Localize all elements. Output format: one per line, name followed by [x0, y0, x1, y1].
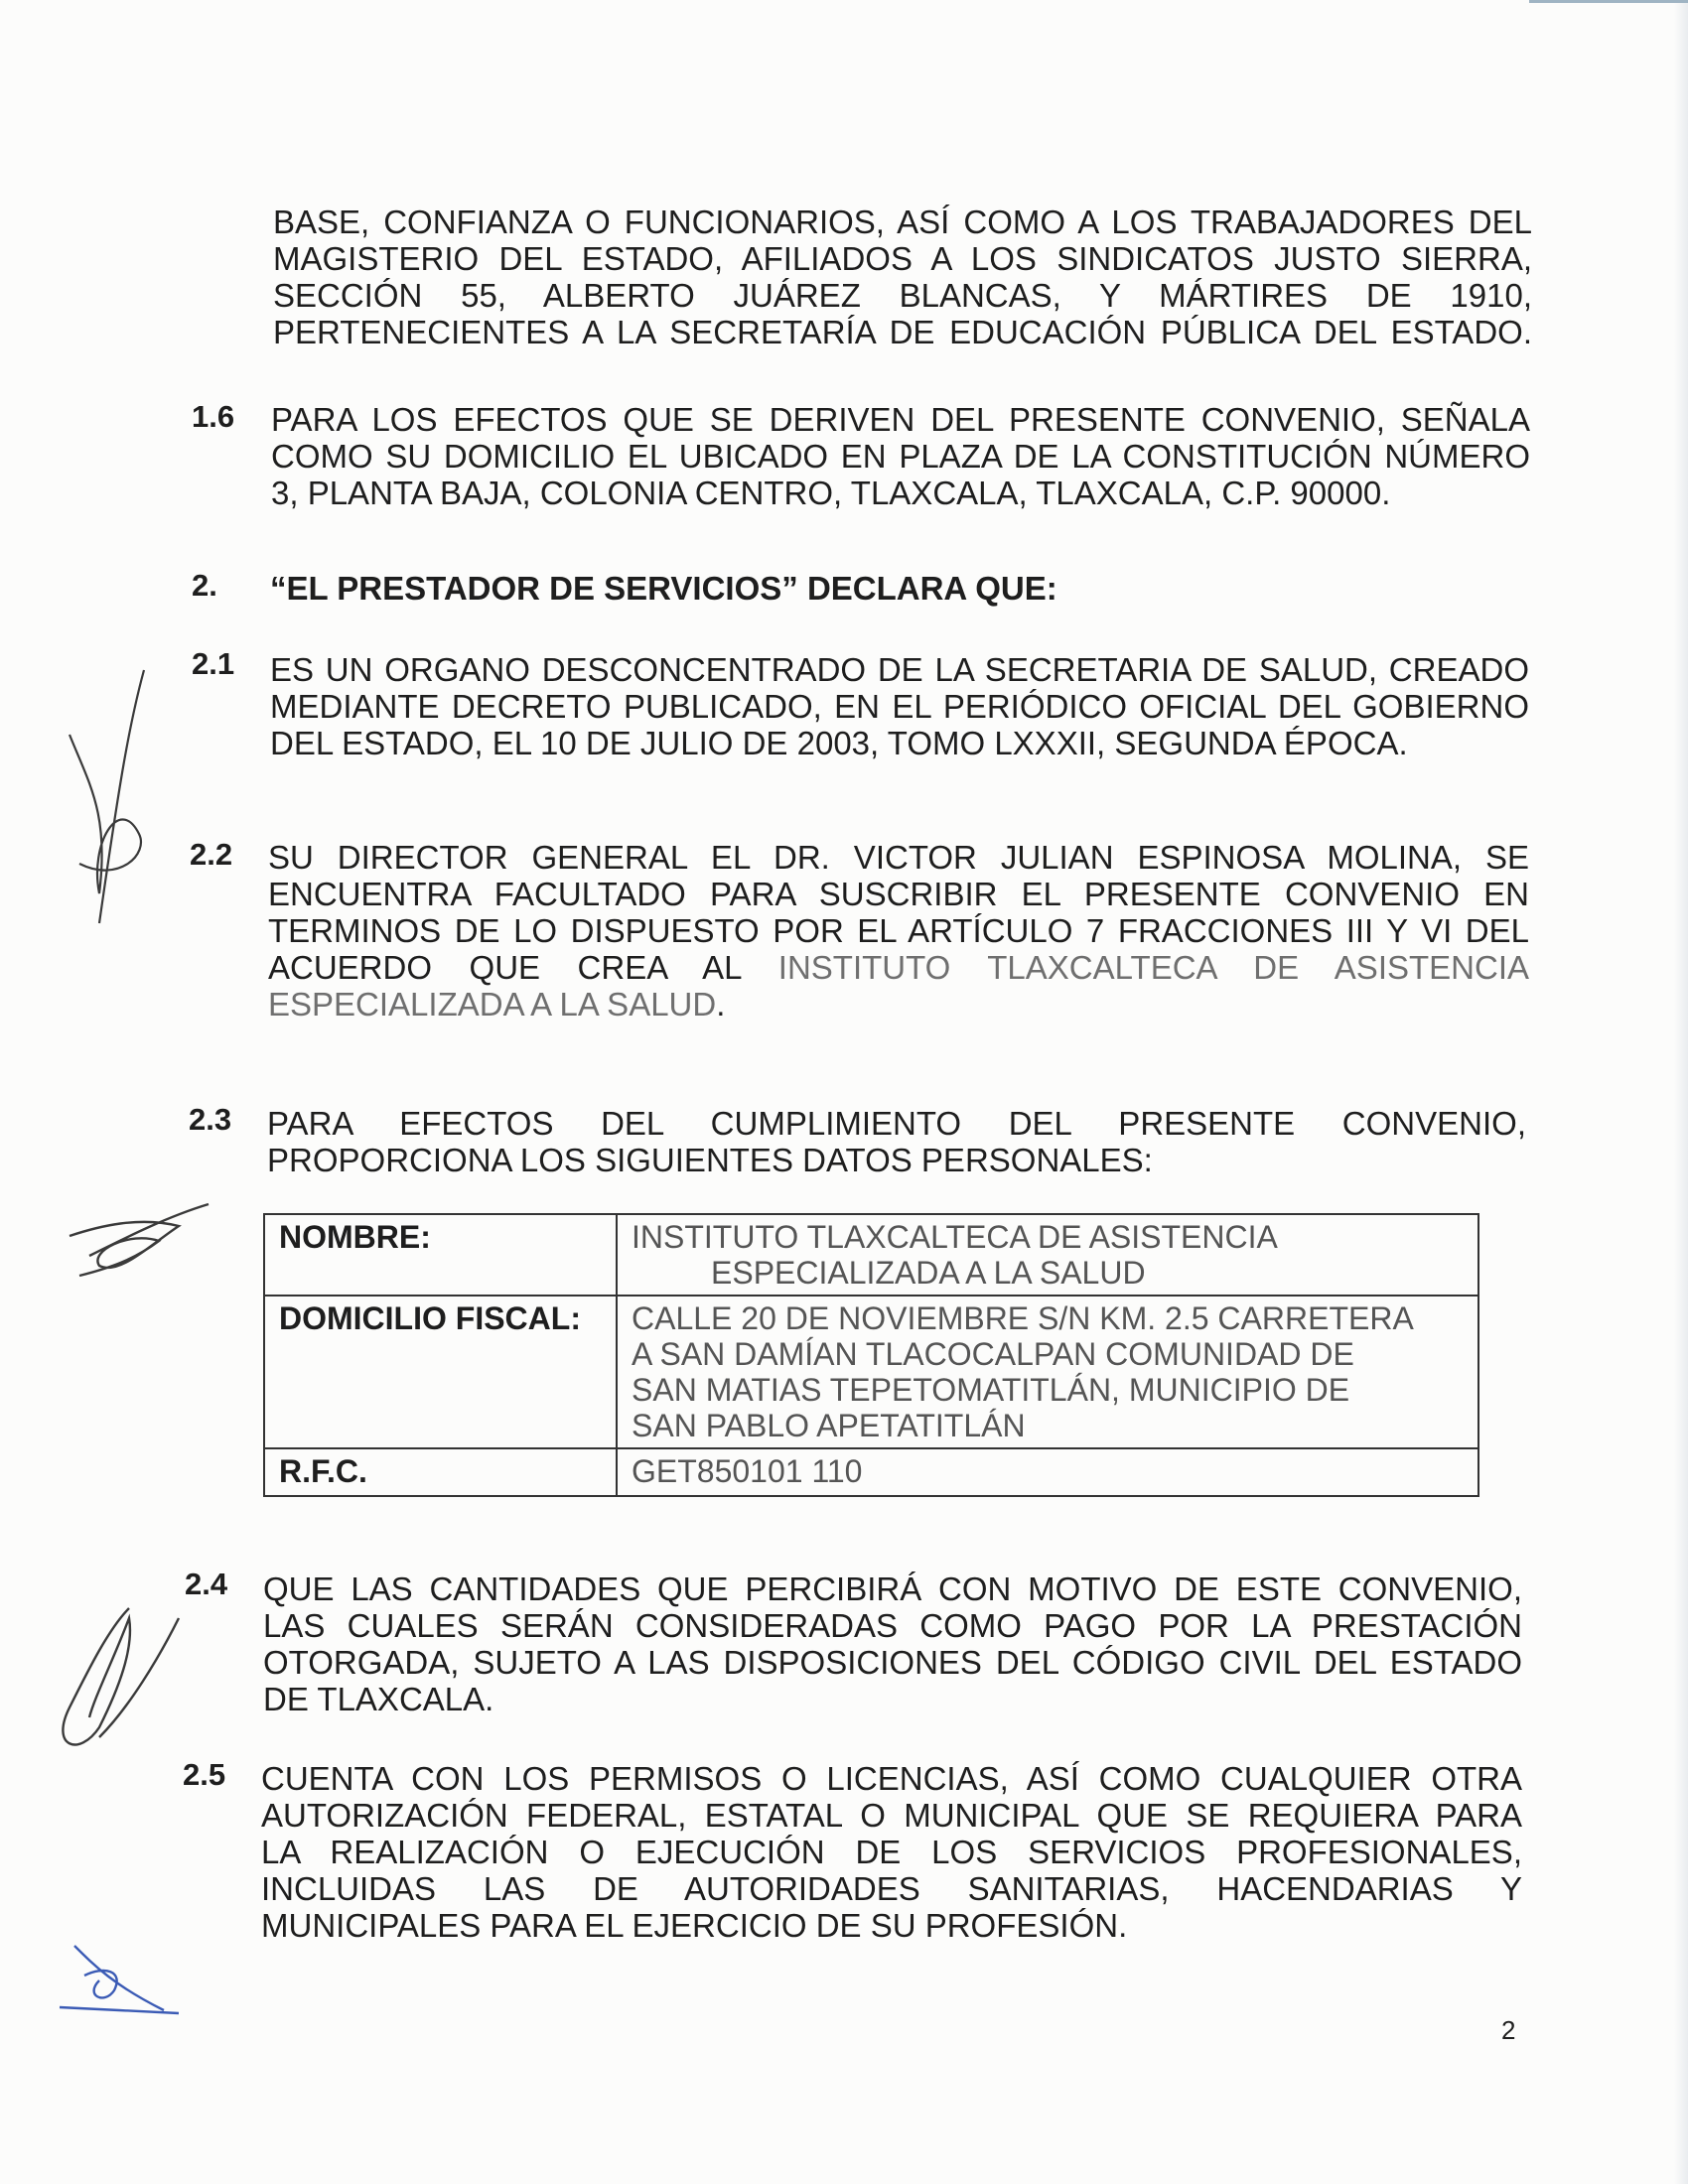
value-line: SAN PABLO APETATITLÁN [632, 1408, 1026, 1443]
text-line: 3, PLANTA BAJA, COLONIA CENTRO, TLAXCALA, TLAXCALA, C.P. 90000. [271, 475, 1391, 511]
table-label: NOMBRE: [264, 1214, 617, 1296]
clause-number-1-6: 1.6 [192, 399, 235, 434]
section-2-heading: “EL PRESTADOR DE SERVICIOS” DECLARA QUE: [270, 570, 1057, 607]
institute-name-fragment: INSTITUTO TLAXCALTECA DE ASISTENCIA [777, 949, 1530, 986]
text-fragment: ACUERDO QUE CREA AL [268, 949, 742, 986]
value-line: SAN MATIAS TEPETOMATITLÁN, MUNICIPIO DE [632, 1372, 1350, 1408]
text-line: OTORGADA, SUJETO A LAS DISPOSICIONES DEL CÓDIGO CIVIL DEL ESTADO [263, 1644, 1522, 1681]
text-line: MEDIANTE DECRETO PUBLICADO, EN EL PERIÓDICO OFICIAL DEL GOBIERNO [270, 688, 1529, 725]
text-line: DE TLAXCALA. [263, 1681, 494, 1717]
text-line: INCLUIDAS LAS DE AUTORIDADES SANITARIAS, HACENDARIAS Y [261, 1870, 1522, 1907]
signature-initial-3 [40, 1588, 199, 1757]
value-line: A SAN DAMÍAN TLACOCALPAN COMUNIDAD DE [632, 1336, 1354, 1372]
text-line: COMO SU DOMICILIO EL UBICADO EN PLAZA DE LA CONSTITUCIÓN NÚMERO [271, 438, 1530, 475]
text-line: BASE, CONFIANZA O FUNCIONARIOS, ASÍ COMO A LOS TRABAJADORES DEL [273, 204, 1532, 240]
section-number-2: 2. [192, 568, 217, 603]
text-line: MAGISTERIO DEL ESTADO, AFILIADOS A LOS SINDICATOS JUSTO SIERRA, [273, 240, 1532, 277]
text-line: ENCUENTRA FACULTADO PARA SUSCRIBIR EL PRESENTE CONVENIO EN [268, 876, 1529, 912]
table-value [617, 1214, 1478, 1296]
text-line: CUENTA CON LOS PERMISOS O LICENCIAS, ASÍ COMO CUALQUIER OTRA [261, 1760, 1522, 1797]
value-line: ESPECIALIZADA A LA SALUD [711, 1255, 1146, 1291]
table-label: R.F.C. [264, 1448, 617, 1496]
scan-top-mark [1529, 0, 1688, 3]
institute-name-fragment: ESPECIALIZADA A LA SALUD [268, 986, 717, 1023]
clause-number-2-3: 2.3 [189, 1102, 232, 1137]
clause-2-3-text [267, 1105, 1526, 1178]
text-line: PARA EFECTOS DEL CUMPLIMIENTO DEL PRESENTE CONVENIO, [267, 1105, 1526, 1142]
clause-2-4-text [263, 1570, 1522, 1717]
clause-1-6-text [271, 401, 1530, 511]
clause-number-2-4: 2.4 [185, 1567, 228, 1601]
value-line: GET850101 110 [632, 1453, 863, 1489]
clause-number-2-5: 2.5 [183, 1757, 226, 1792]
table-row [264, 1296, 1478, 1448]
intro-paragraph [273, 204, 1532, 350]
text-line: SECCIÓN 55, ALBERTO JUÁREZ BLANCAS, Y MÁRTIRES DE 1910, [273, 277, 1532, 314]
table-row [264, 1448, 1478, 1496]
table-label: DOMICILIO FISCAL: [264, 1296, 617, 1448]
clause-number-2-1: 2.1 [192, 646, 235, 681]
value-line: CALLE 20 DE NOVIEMBRE S/N KM. 2.5 CARRETERA [632, 1300, 1414, 1336]
text-line [268, 986, 1529, 1023]
clause-2-1-text [270, 651, 1529, 761]
clause-2-5-text [261, 1760, 1522, 1944]
table-value [617, 1296, 1478, 1448]
value-line: INSTITUTO TLAXCALTECA DE ASISTENCIA [632, 1219, 1278, 1255]
table-row [264, 1214, 1478, 1296]
signature-initial-2 [60, 1196, 218, 1286]
clause-number-2-2: 2.2 [190, 837, 233, 872]
page-number: 2 [1501, 2015, 1516, 2045]
signature-initial-4 [55, 1936, 194, 2025]
text-line: PERTENECIENTES A LA SECRETARÍA DE EDUCACIÓN PÚBLICA DEL ESTADO. [273, 314, 1532, 350]
text-line [268, 949, 1529, 986]
text-line: LA REALIZACIÓN O EJECUCIÓN DE LOS SERVICIOS PROFESIONALES, [261, 1834, 1522, 1870]
text-line: MUNICIPALES PARA EL EJERCICIO DE SU PROFESIÓN. [261, 1907, 1128, 1944]
text-fragment: . [716, 986, 726, 1023]
text-line: AUTORIZACIÓN FEDERAL, ESTATAL O MUNICIPAL QUE SE REQUIERA PARA [261, 1797, 1522, 1834]
text-line: ES UN ORGANO DESCONCENTRADO DE LA SECRETARIA DE SALUD, CREADO [270, 651, 1529, 688]
table-value [617, 1448, 1478, 1496]
personal-data-table [263, 1213, 1479, 1497]
clause-2-2-text [268, 839, 1529, 1023]
signature-initial-1 [60, 665, 169, 933]
scan-edge-shadow [1674, 0, 1688, 2184]
text-line: PROPORCIONA LOS SIGUIENTES DATOS PERSONALES: [267, 1142, 1153, 1178]
text-line: DEL ESTADO, EL 10 DE JULIO DE 2003, TOMO LXXXII, SEGUNDA ÉPOCA. [270, 725, 1408, 761]
text-line: QUE LAS CANTIDADES QUE PERCIBIRÁ CON MOTIVO DE ESTE CONVENIO, [263, 1570, 1522, 1607]
text-line: SU DIRECTOR GENERAL EL DR. VICTOR JULIAN ESPINOSA MOLINA, SE [268, 839, 1529, 876]
text-line: PARA LOS EFECTOS QUE SE DERIVEN DEL PRESENTE CONVENIO, SEÑALA [271, 401, 1530, 438]
text-line: LAS CUALES SERÁN CONSIDERADAS COMO PAGO POR LA PRESTACIÓN [263, 1607, 1522, 1644]
text-line: TERMINOS DE LO DISPUESTO POR EL ARTÍCULO 7 FRACCIONES III Y VI DEL [268, 912, 1529, 949]
